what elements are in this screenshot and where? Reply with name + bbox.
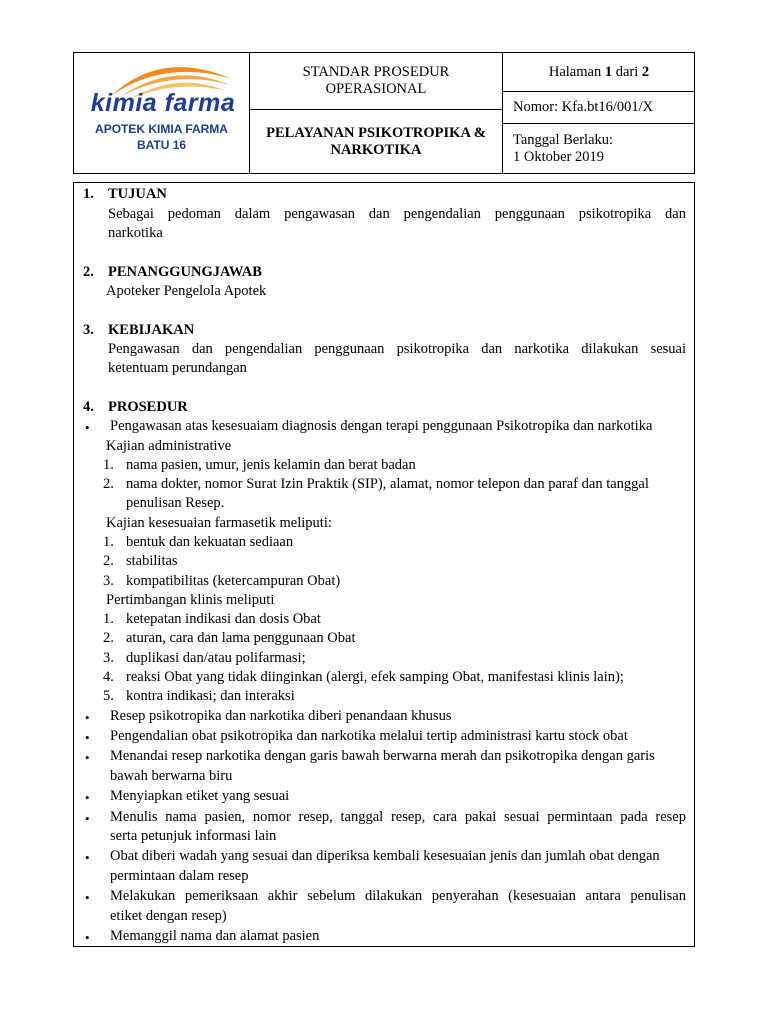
kebijakan-text: Pengawasan dan pengendalian penggunaan psikotropika dan narkotika dilakukan sesuai bbox=[108, 341, 686, 357]
list-item: stabilitas bbox=[126, 553, 178, 569]
section-number: 2. bbox=[83, 264, 94, 280]
list-number: 2. bbox=[103, 476, 114, 492]
bullet-icon: • bbox=[85, 890, 90, 905]
page-prefix: Halaman bbox=[548, 63, 605, 80]
prosedur-item-continued: bawah berwarna biru bbox=[110, 768, 233, 784]
prosedur-item-continued: serta petunjuk informasi lain bbox=[110, 828, 277, 844]
prosedur-item: Melakukan pemeriksaan akhir sebelum dilakukan penyerahan (kesesuaian antara penulisan bbox=[110, 888, 686, 904]
bullet-icon: • bbox=[85, 930, 90, 945]
prosedur-item: Obat diberi wadah yang sesuai dan diperiksa kembali kesesuaian jenis dan jumlah obat dengan bbox=[110, 848, 660, 864]
prosedur-item: Menandai resep narkotika dengan garis bawah berwarna merah dan psikotropika dengan garis bbox=[110, 748, 655, 764]
list-item: duplikasi dan/atau polifarmasi; bbox=[126, 650, 306, 666]
tujuan-text: Sebagai pedoman dalam pengawasan dan pengendalian penggunaan psikotropika dan bbox=[108, 206, 686, 222]
apotek-name bbox=[74, 121, 249, 153]
section-number: 3. bbox=[83, 322, 94, 338]
list-number: 5. bbox=[103, 688, 114, 704]
list-item: bentuk dan kekuatan sediaan bbox=[126, 534, 294, 550]
prosedur-item-continued: permintaan dalam resep bbox=[110, 868, 249, 884]
page-mid: dari bbox=[612, 63, 642, 80]
list-number: 1. bbox=[103, 534, 114, 550]
page-total: 2 bbox=[641, 63, 650, 80]
list-item: reaksi Obat yang tidak diinginkan (alergi, efek samping Obat, manifestasi klinis lain); bbox=[126, 669, 624, 685]
apotek-name-line1: APOTEK KIMIA FARMA bbox=[95, 122, 228, 136]
apotek-name-line2: BATU 16 bbox=[136, 138, 187, 152]
list-number: 2. bbox=[103, 630, 114, 646]
tujuan-text: narkotika bbox=[108, 225, 163, 241]
sop-title-line2: NARKOTIKA bbox=[330, 141, 422, 158]
bullet-icon: • bbox=[85, 750, 90, 765]
sop-header-table bbox=[73, 52, 695, 174]
bullet-icon: • bbox=[85, 811, 90, 826]
section-title-penanggungjawab: PENANGGUNGJAWAB bbox=[108, 264, 262, 280]
list-item: nama dokter, nomor Surat Izin Praktik (SIP), alamat, nomor telepon dan paraf dan tanggal bbox=[126, 476, 649, 492]
effective-date-value: 1 Oktober 2019 bbox=[513, 149, 605, 165]
kebijakan-text: ketentuam perundangan bbox=[108, 360, 247, 376]
bullet-icon: • bbox=[85, 790, 90, 805]
prosedur-item: Memanggil nama dan alamat pasien bbox=[110, 928, 320, 944]
list-item: kontra indikasi; dan interaksi bbox=[126, 688, 295, 704]
list-number: 3. bbox=[103, 573, 114, 589]
document-number: Nomor: Kfa.bt16/001/X bbox=[513, 99, 654, 115]
list-item-continued: penulisan Resep. bbox=[126, 495, 225, 511]
bullet-icon: • bbox=[85, 730, 90, 745]
section-title-kebijakan: KEBIJAKAN bbox=[108, 322, 195, 338]
sop-title-line1: PELAYANAN PSIKOTROPIKA & bbox=[266, 124, 486, 141]
prosedur-item: Pengendalian obat psikotropika dan narkotika melalui tertip administrasi kartu stock obat bbox=[110, 728, 628, 744]
prosedur-item: Pengawasan atas kesesuaiam diagnosis dengan terapi penggunaan Psikotropika dan narkotika bbox=[110, 418, 653, 434]
page-number-cell bbox=[503, 53, 695, 91]
prosedur-item: Menyiapkan etiket yang sesuai bbox=[110, 788, 290, 804]
section-title-prosedur: PROSEDUR bbox=[108, 399, 188, 415]
page-label bbox=[549, 64, 649, 81]
list-item: aturan, cara dan lama penggunaan Obat bbox=[126, 630, 356, 646]
logo-wordmark: kimia farma bbox=[90, 89, 236, 117]
kimia-farma-logo bbox=[74, 53, 249, 173]
prosedur-item: Resep psikotropika dan narkotika diberi penandaan khusus bbox=[110, 708, 452, 724]
page-current: 1 bbox=[604, 63, 613, 80]
prosedur-item: Menulis nama pasien, nomor resep, tanggal resep, cara pakai sesuai permintaan pada resep bbox=[110, 809, 686, 825]
penanggungjawab-text: Apoteker Pengelola Apotek bbox=[106, 283, 267, 299]
list-item: nama pasien, umur, jenis kelamin dan berat badan bbox=[126, 457, 416, 473]
section-title-tujuan: TUJUAN bbox=[108, 186, 167, 202]
sop-label-line1: STANDAR PROSEDUR bbox=[302, 64, 450, 80]
admin-heading: Kajian administrative bbox=[106, 438, 232, 454]
farmasetik-heading: Kajian kesesuaian farmasetik meliputi: bbox=[106, 515, 332, 531]
bullet-icon: • bbox=[85, 420, 90, 435]
list-item: ketepatan indikasi dan dosis Obat bbox=[126, 611, 321, 627]
section-number: 1. bbox=[83, 186, 94, 202]
sop-content-box bbox=[73, 182, 695, 947]
list-number: 2. bbox=[103, 553, 114, 569]
list-number: 1. bbox=[103, 457, 114, 473]
prosedur-item-continued: etiket dengan resep) bbox=[110, 908, 227, 924]
list-number: 3. bbox=[103, 650, 114, 666]
list-number: 1. bbox=[103, 611, 114, 627]
sop-label-line2: OPERASIONAL bbox=[325, 81, 427, 97]
sop-label-cell bbox=[250, 53, 502, 109]
effective-date-cell bbox=[503, 124, 695, 174]
list-number: 4. bbox=[103, 669, 114, 685]
list-item: kompatibilitas (ketercampuran Obat) bbox=[126, 573, 341, 589]
klinis-heading: Pertimbangan klinis meliputi bbox=[106, 592, 275, 608]
section-number: 4. bbox=[83, 399, 94, 415]
bullet-icon: • bbox=[85, 710, 90, 725]
bullet-icon: • bbox=[85, 850, 90, 865]
effective-date-label: Tanggal Berlaku: bbox=[513, 132, 614, 148]
sop-title-cell bbox=[250, 110, 502, 173]
